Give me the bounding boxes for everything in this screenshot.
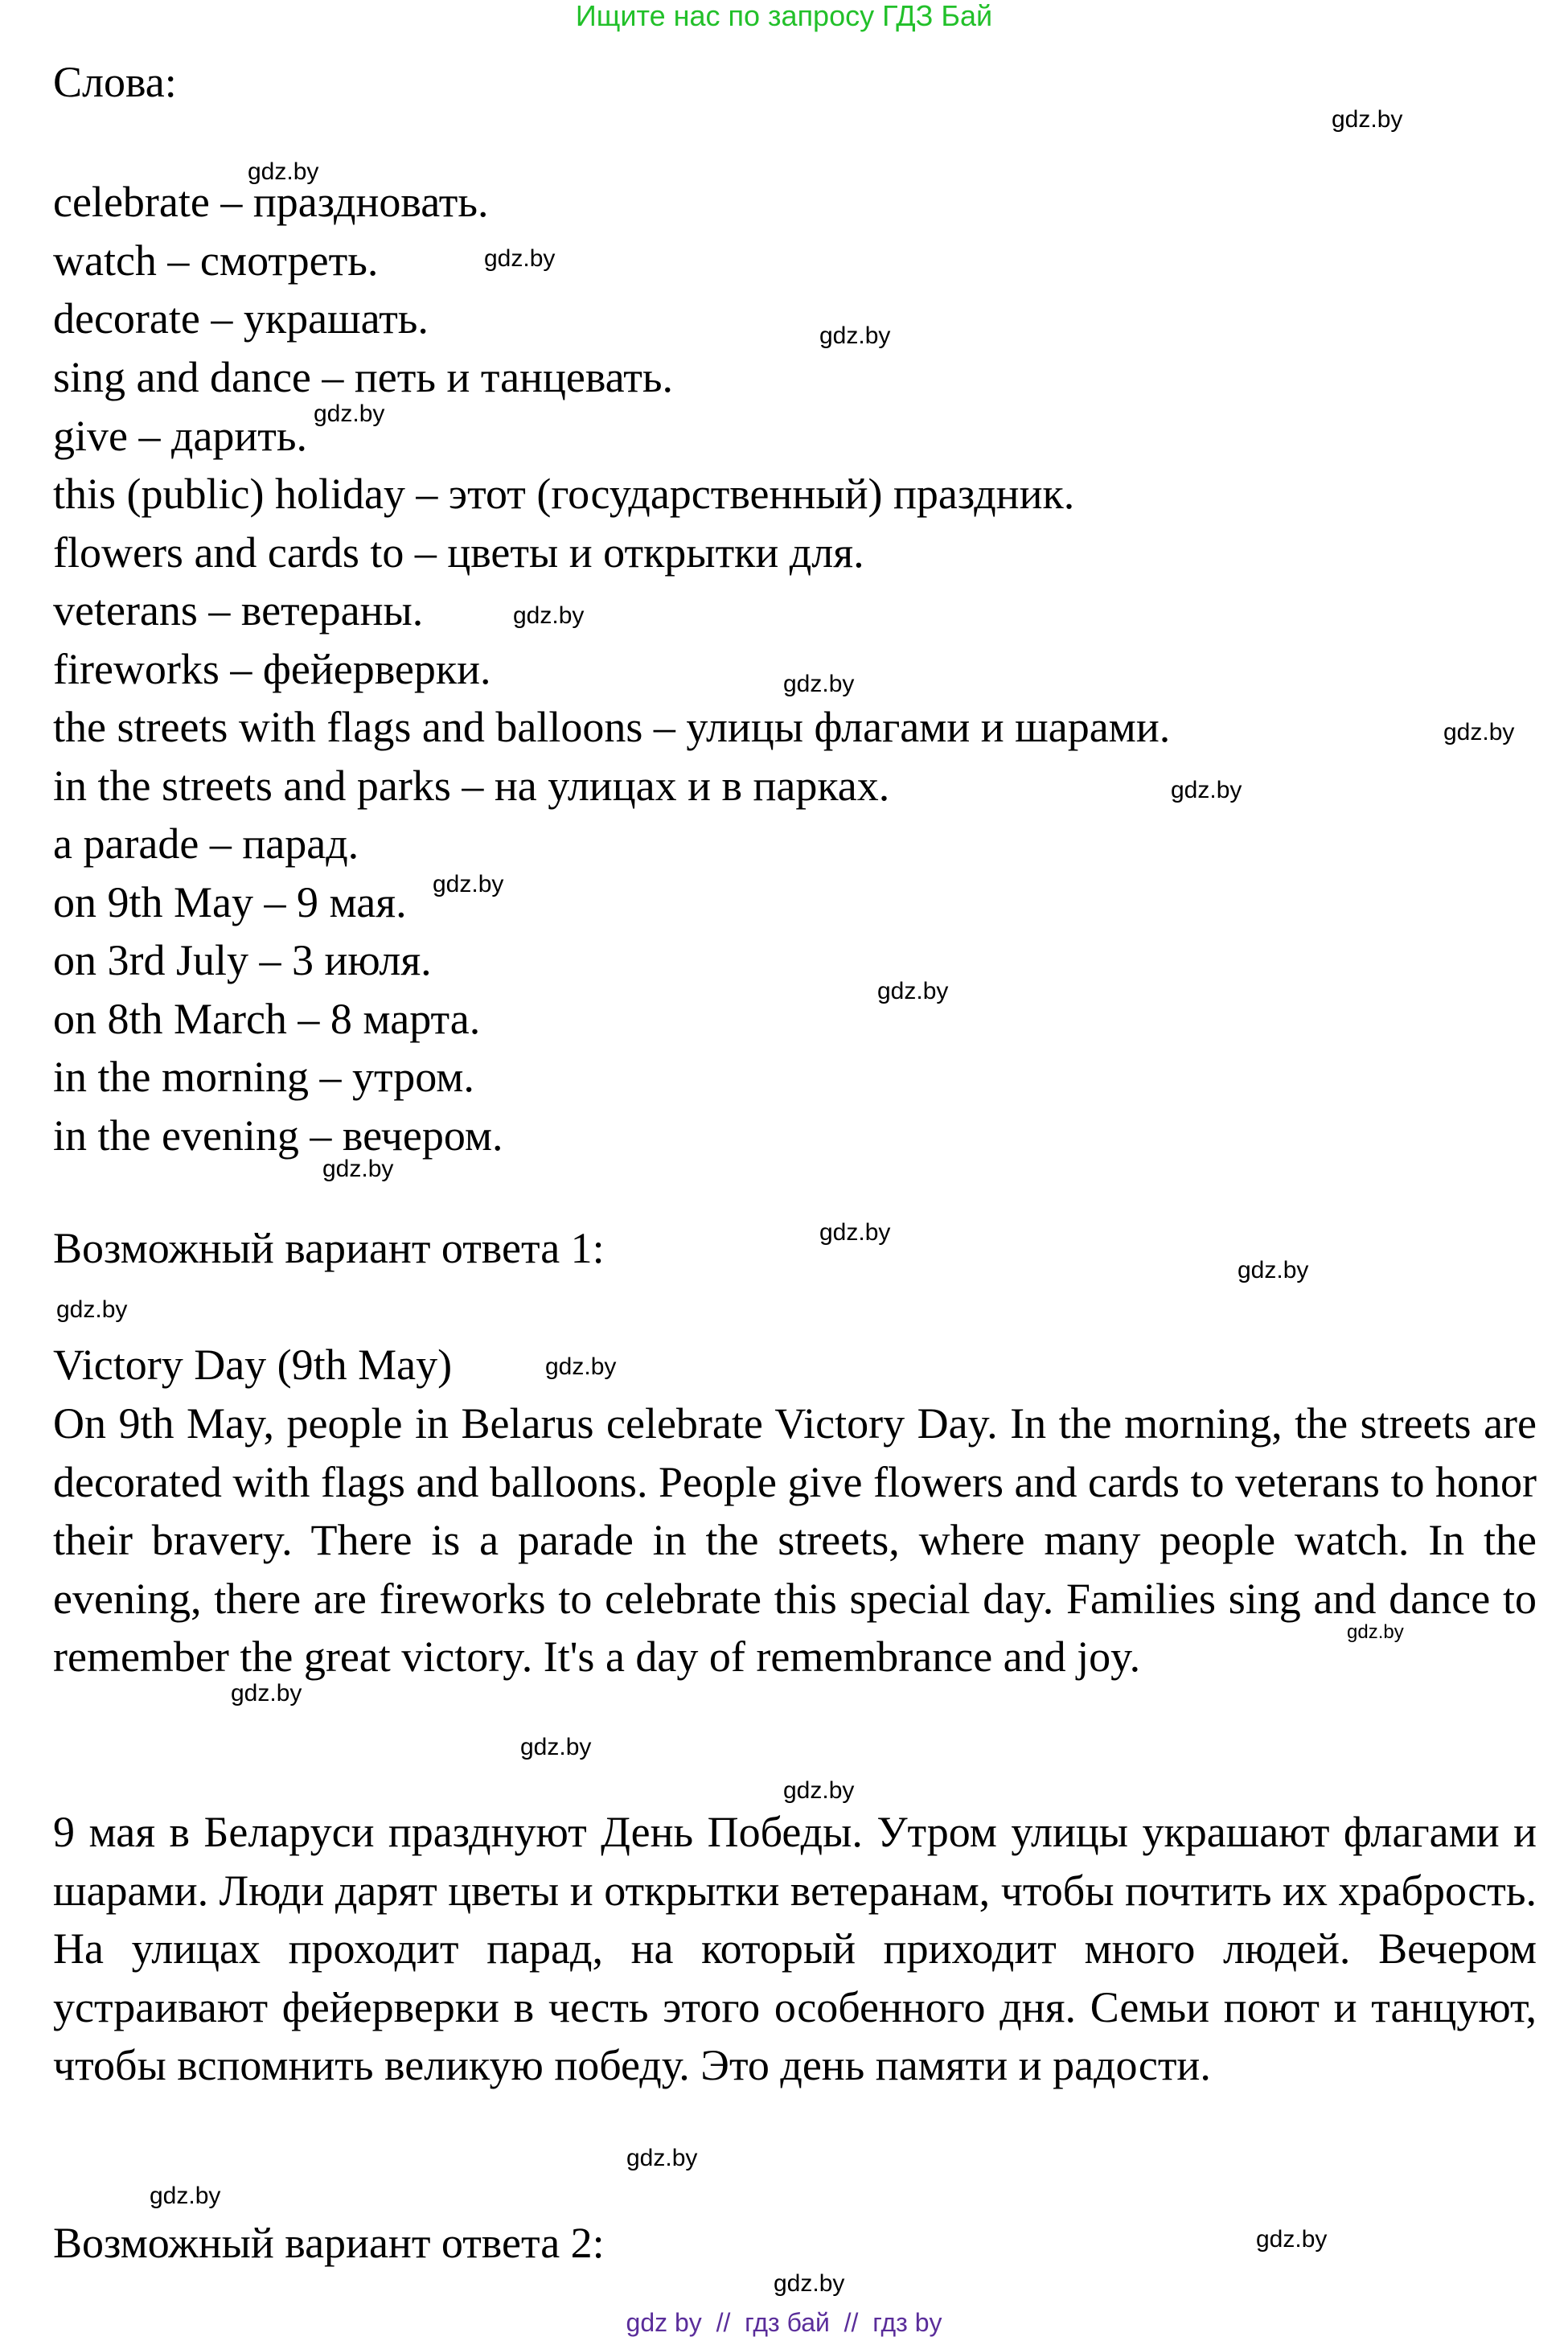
word-item: on 9th May – 9 мая.: [53, 878, 407, 926]
watermark: gdz.by: [1171, 777, 1242, 803]
watermark: gdz.by: [819, 322, 891, 349]
watermark: gdz.by: [433, 871, 504, 897]
watermark: gdz.by: [322, 1156, 394, 1182]
watermark: gdz.by: [231, 1680, 302, 1706]
watermark: gdz.by: [248, 158, 319, 185]
watermark: gdz.by: [626, 2145, 698, 2171]
watermark: gdz.by: [819, 1219, 891, 1246]
word-item: in the evening – вечером.: [53, 1111, 503, 1160]
watermark: gdz.by: [783, 671, 855, 697]
word-item: watch – смотреть.: [53, 236, 379, 285]
word-item: the streets with flags and balloons – улицы флагами и шарами.: [53, 703, 1171, 751]
top-banner: Ищите нас по запросу ГДЗ Бай: [575, 0, 993, 32]
word-item: this (public) holiday – этот (государственный) праздник.: [53, 470, 1075, 518]
word-item: on 8th March – 8 марта.: [53, 995, 481, 1043]
watermark: gdz.by: [1238, 1257, 1309, 1283]
answer-1-russian-paragraph: 9 мая в Беларуси празднуют День Победы. Утром улицы украшают флагами и шарами. Люди дарят цветы и открытки ветеранам, чтобы почтить их храбрость. На улицах проходит парад, на который приходит много людей. Вечером устраивают фейерверки в честь этого особенного дня. Семьи поют и танцуют, чтобы вспомнить великую победу. Это день памяти и радости.: [53, 1808, 1537, 2090]
watermark: gdz.by: [545, 1353, 617, 1380]
word-item: decorate – украшать.: [53, 294, 429, 343]
watermark: gdz.by: [1256, 2226, 1328, 2253]
watermark: gdz.by: [484, 245, 556, 272]
answer-1-title: Victory Day (9th May): [53, 1341, 453, 1389]
watermark: gdz.by: [520, 1734, 592, 1760]
watermark: gdz.by: [314, 400, 385, 427]
watermark: gdz.by: [1347, 1621, 1404, 1643]
answer-1-heading: Возможный вариант ответа 1:: [53, 1224, 605, 1272]
word-item: in the morning – утром.: [53, 1053, 474, 1101]
watermark: gdz.by: [877, 978, 949, 1004]
word-item: celebrate – праздновать.: [53, 178, 489, 226]
answer-1-english-paragraph: On 9th May, people in Belarus celebrate Victory Day. In the morning, the streets are decorated with flags and balloons. People give flowers and cards to veterans to honor their bravery. There is a parade in the streets, where many people watch. In the evening, there are fireworks to celebrate this special day. Families sing and dance to remember the great victory. It's a day of remembrance and joy.: [53, 1399, 1537, 1682]
word-item: sing and dance – петь и танцевать.: [53, 353, 673, 401]
watermark: gdz.by: [783, 1777, 855, 1804]
watermark: gdz.by: [513, 602, 585, 629]
word-item: veterans – ветераны.: [53, 586, 424, 635]
word-item: give – дарить.: [53, 412, 308, 460]
answer-2-heading: Возможный вариант ответа 2:: [53, 2219, 605, 2267]
footer-links: gdz by // гдз бай // гдз by: [626, 2308, 942, 2337]
watermark: gdz.by: [56, 1296, 128, 1323]
words-title: Слова:: [53, 58, 177, 106]
watermark: gdz.by: [774, 2270, 845, 2297]
word-item: a parade – парад.: [53, 819, 359, 868]
word-item: in the streets and parks – на улицах и в парках.: [53, 762, 890, 810]
watermark: gdz.by: [1332, 106, 1403, 133]
word-item: flowers and cards to – цветы и открытки для.: [53, 528, 864, 577]
watermark: gdz.by: [150, 2183, 221, 2209]
word-item: fireworks – фейерверки.: [53, 645, 491, 693]
watermark: gdz.by: [1443, 719, 1515, 745]
word-item: on 3rd July – 3 июля.: [53, 936, 432, 984]
